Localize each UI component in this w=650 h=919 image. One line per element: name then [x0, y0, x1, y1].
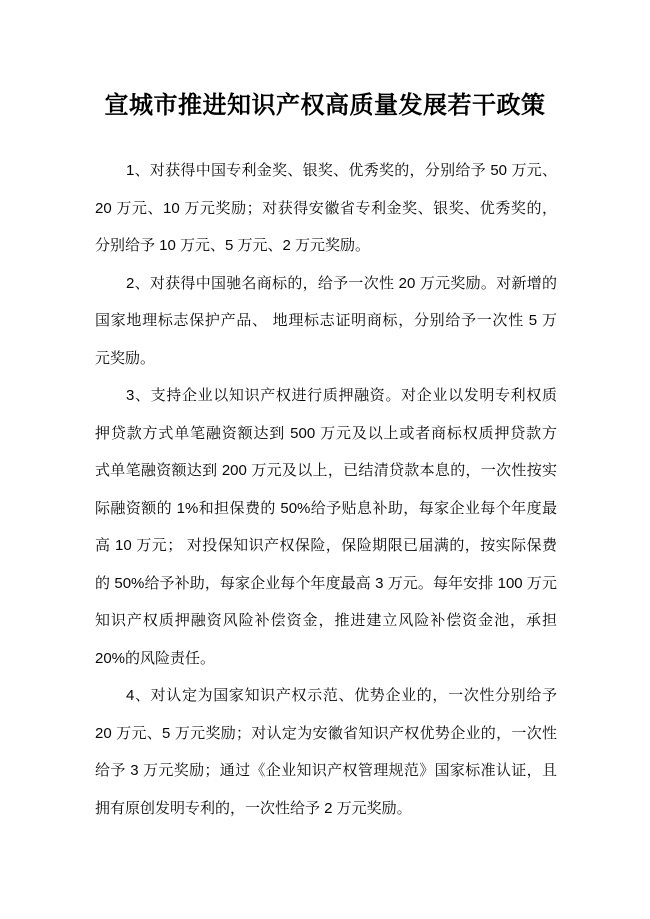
body-line: 20 万元、10 万元奖励；对获得安徽省专利金奖、银奖、优秀奖的，	[95, 199, 557, 217]
body-line: 式单笔融资额达到 200 万元及以上，已结清贷款本息的，一次性按实	[95, 462, 557, 479]
body-line: 20 万元、5 万元奖励；对认定为安徽省知识产权优势企业的，一次性	[95, 724, 557, 742]
body-line: 给予 3 万元奖励；通过《企业知识产权管理规范》国家标准认证，且	[95, 762, 557, 779]
body-line: 4、对认定为国家知识产权示范、优势企业的，一次性分别给予	[126, 687, 557, 704]
paragraph-3	[95, 377, 557, 677]
body-line: 押贷款方式单笔融资额达到 500 万元及以上或者商标权质押贷款方	[95, 424, 557, 442]
body-line: 元奖励。	[95, 349, 156, 367]
document-title: 宣城市推进知识产权高质量发展若干政策	[104, 92, 546, 119]
body-line: 知识产权质押融资风险补偿资金，推进建立风险补偿资金池，承担	[95, 612, 557, 629]
body-line: 2、对获得中国驰名商标的，给予一次性 20 万元奖励。对新增的	[126, 274, 557, 292]
body-line: 国家地理标志保护产品、 地理标志证明商标，分别给予一次性 5 万	[95, 312, 557, 329]
body-line: 拥有原创发明专利的，一次性给予 2 万元奖励。	[95, 799, 412, 817]
body-line: 高 10 万元； 对投保知识产权保险，保险期限已届满的，按实际保费	[95, 537, 557, 554]
body-line: 的 50%给予补助，每家企业每个年度最高 3 万元。每年安排 100 万元	[95, 574, 557, 592]
document-body	[95, 152, 557, 827]
paragraph-2	[95, 265, 557, 378]
body-line: 20%的风险责任。	[95, 649, 216, 667]
paragraph-4	[95, 677, 557, 827]
body-line: 1、对获得中国专利金奖、银奖、优秀奖的，分别给予 50 万元、	[126, 162, 557, 179]
body-line: 3、支持企业以知识产权进行质押融资。对企业以发明专利权质	[126, 387, 557, 404]
paragraph-1	[95, 152, 557, 265]
body-line: 际融资额的 1%和担保费的 50%给予贴息补助，每家企业每个年度最	[95, 499, 557, 517]
body-line: 分别给予 10 万元、5 万元、2 万元奖励。	[95, 237, 371, 254]
